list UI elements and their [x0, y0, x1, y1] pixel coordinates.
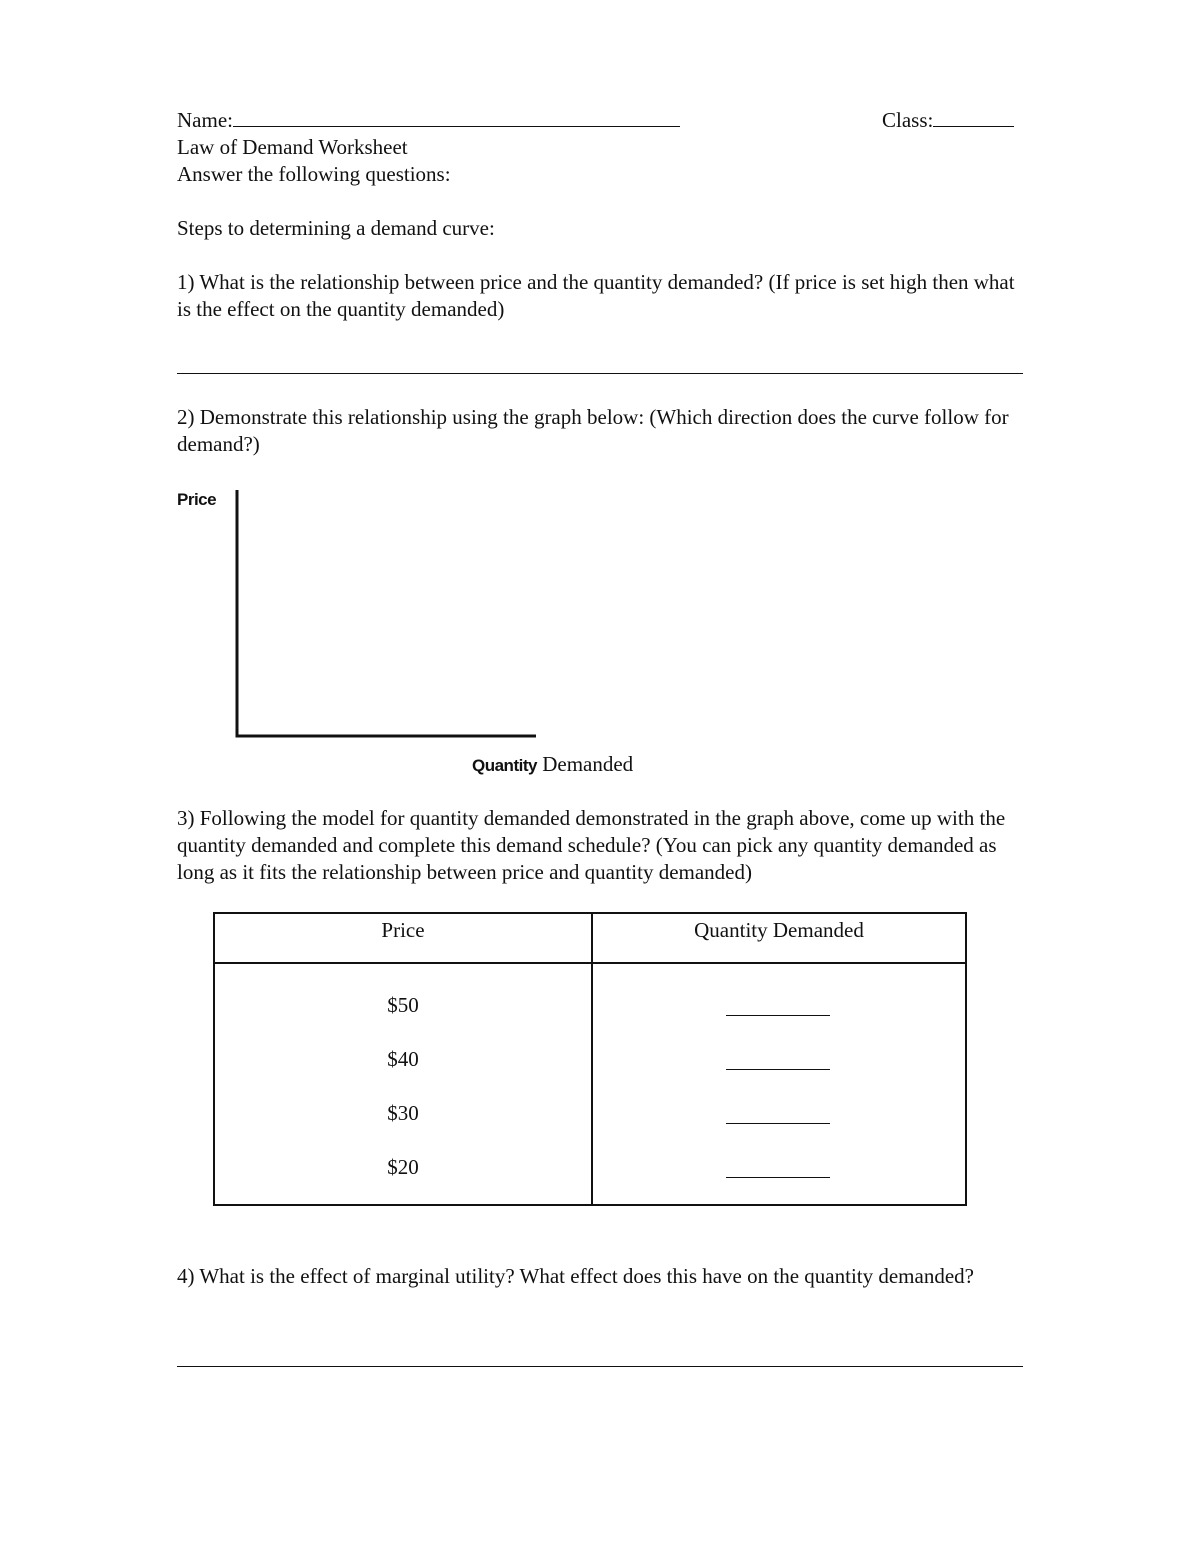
- y-axis-label: Price: [177, 490, 217, 509]
- class-label: Class:: [882, 108, 934, 132]
- question-4: 4) What is the effect of marginal utility? What effect does this have on the quantity demanded?: [177, 1264, 974, 1288]
- price-cell: $40: [387, 1047, 419, 1071]
- question-2: 2) Demonstrate this relationship using the graph below: (Which direction does the curve follow for demand?): [177, 405, 1009, 456]
- name-label: Name:: [177, 108, 233, 132]
- intro-text: Steps to determining a demand curve:: [177, 216, 495, 240]
- header-quantity-demanded: Quantity Demanded: [694, 918, 864, 942]
- price-cell: $20: [387, 1155, 419, 1179]
- worksheet-title: Law of Demand Worksheet: [177, 135, 408, 159]
- column-divider: [591, 914, 593, 1204]
- x-axis-label-bold: Quantity: [472, 756, 537, 775]
- name-field[interactable]: [177, 107, 680, 134]
- instructions: Answer the following questions:: [177, 162, 451, 186]
- class-field[interactable]: [882, 107, 1014, 134]
- quantity-blank[interactable]: [726, 1123, 830, 1124]
- header-divider: [215, 962, 965, 964]
- demand-graph-axes[interactable]: [230, 488, 540, 744]
- quantity-blank[interactable]: [726, 1015, 830, 1016]
- header-price: Price: [381, 918, 425, 942]
- quantity-blank[interactable]: [726, 1177, 830, 1178]
- question-3: 3) Following the model for quantity demanded demonstrated in the graph above, come up with the quantity demanded and complete this demand schedule? (You can pick any quantity demanded as long as it fits the relationship between price and quantity demanded): [177, 806, 1006, 884]
- answer-line-4[interactable]: [177, 1366, 1023, 1367]
- name-blank[interactable]: [233, 108, 680, 127]
- x-axis-label-rest: Demanded: [536, 752, 634, 776]
- question-1: 1) What is the relationship between price and the quantity demanded? (If price is set high then what is the effect on the quantity demanded): [177, 270, 1015, 321]
- price-cell: $30: [387, 1101, 419, 1125]
- class-blank[interactable]: [933, 108, 1014, 127]
- demand-schedule-table: [213, 912, 967, 1206]
- answer-line-1[interactable]: [177, 373, 1023, 374]
- x-axis-label: [472, 751, 633, 779]
- quantity-blank[interactable]: [726, 1069, 830, 1070]
- price-cell: $50: [387, 993, 419, 1017]
